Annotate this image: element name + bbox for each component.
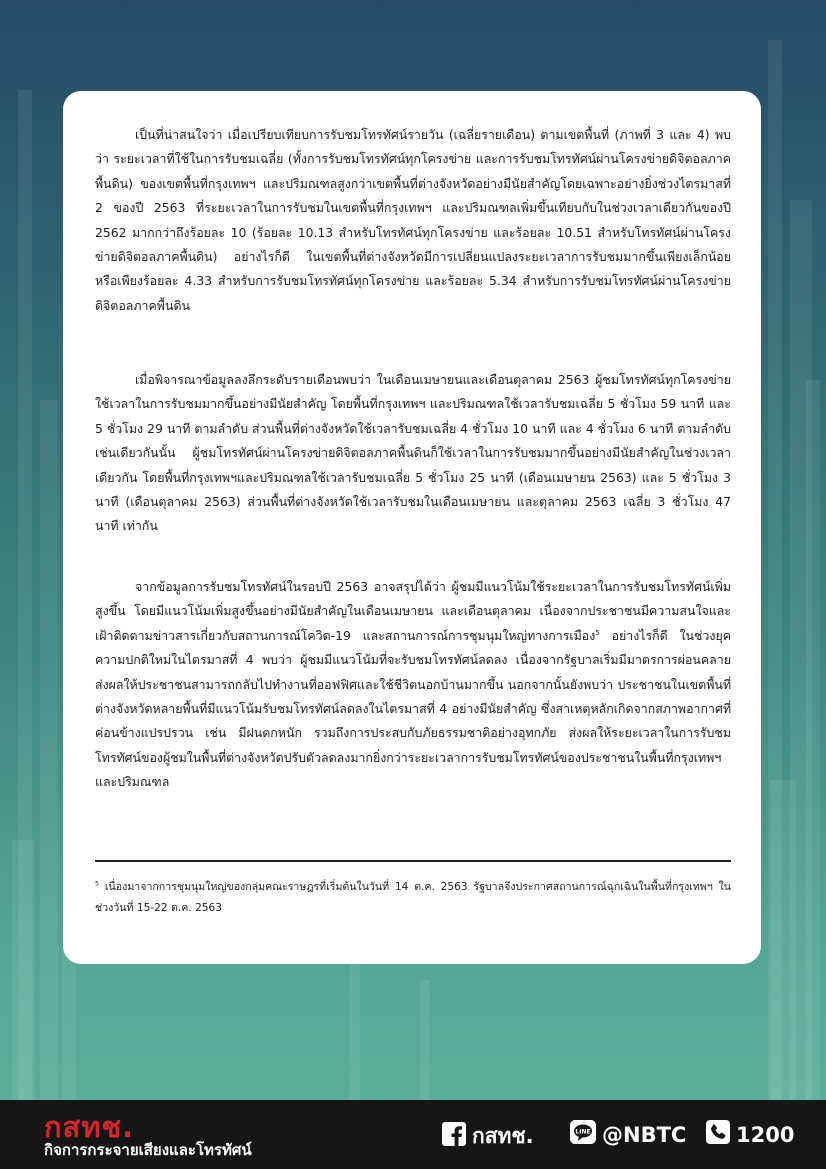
paragraph-3 [95, 575, 731, 795]
logo-tagline: กิจการกระจายเสียงและโทรทัศน์ [44, 1141, 252, 1159]
footnote-text: เนื่องมาจากการชุมนุมใหญ่ของกลุ่มคณะราษฎรที่เริ่มต้นในวันที่ 14 ต.ค. 2563 รัฐบาลจึงประกาศสถานการณ์ฉุกเฉินในพื้นที่กรุงเทพฯ ในช่วงวันที่ 15-22 ต.ค. 2563 [95, 881, 731, 914]
paragraph-3-text-a: จากข้อมูลการรับชมโทรทัศน์ในรอบปี 2563 อาจสรุปได้ว่า ผู้ชมมีแนวโน้มใช้ระยะเวลาในการรับชมโทรทัศน์เพิ่มสูงขึ้น โดยมีแนวโน้มเพิ่มสูงขึ้นอย่างมีนัยสำคัญในเดือนเมษายน และเดือนตุลาคม เนื่องจากประชาชนมีความสนใจและเฝ้าติดตามข่าวสารเกี่ยวกับสถานการณ์โควิด-19 และสถานการณ์การชุมนุมใหญ่ทางการเมือง [95, 579, 731, 643]
nbtc-logo: กสทช. [44, 1110, 135, 1144]
line-icon [570, 1120, 596, 1149]
phone-label: 1200 [736, 1122, 795, 1147]
footer-bar [0, 1100, 826, 1169]
phone-icon [706, 1120, 730, 1149]
content-card [63, 91, 761, 964]
line-label: @NBTC [602, 1122, 687, 1147]
phone-contact[interactable] [706, 1120, 794, 1149]
footnote-divider [95, 860, 731, 862]
paragraph-2: เมื่อพิจารณาข้อมูลลงลึกระดับรายเดือนพบว่า ในเดือนเมษายนและเดือนตุลาคม 2563 ผู้ชมโทรทัศน์ทุกโครงข่ายใช้เวลาในการรับชมมากขึ้นอย่างมีนัยสำคัญ โดยพื้นที่กรุงเทพฯ และปริมณฑลใช้เวลารับชมเฉลี่ย 5 ชั่วโมง 59 นาที และ 5 ชั่วโมง 29 นาที ตามลำดับ ส่วนพื้นที่ต่างจังหวัดใช้เวลารับชมเฉลี่ย 4 ชั่วโมง 10 นาที และ 4 ชั่วโมง 6 นาที ตามลำดับ เช่นเดียวกันนั้น ผู้ชมโทรทัศน์ผ่านโครงข่ายดิจิตอลภาคพื้นดินก็ใช้เวลาในการรับชมมากขึ้นอย่างมีนัยสำคัญในช่วงเวลาเดียวกัน โดยพื้นที่กรุงเทพฯและปริมณฑลใช้เวลารับชมเฉลี่ย 5 ชั่วโมง 25 นาที (เดือนเมษายน 2563) และ 5 ชั่วโมง 3 นาที (เดือนตุลาคม 2563) ส่วนพื้นที่ต่างจังหวัดใช้เวลารับชมในเดือนเมษายน และตุลาคม 2563 เฉลี่ย 3 ชั่วโมง 47 นาที เท่ากัน [95, 372, 731, 534]
footnote-reference: 5 [595, 628, 600, 637]
svg-text:LINE: LINE [575, 1128, 591, 1136]
line-contact[interactable] [570, 1120, 686, 1149]
footnote-mark: 5 [95, 879, 100, 888]
paragraph-1: เป็นที่น่าสนใจว่า เมื่อเปรียบเทียบการรับชมโทรทัศน์รายวัน (เฉลี่ยรายเดือน) ตามเขตพื้นที่ (ภาพที่ 3 และ 4) พบว่า ระยะเวลาที่ใช้ในการรับชมเฉลี่ย (ทั้งการรับชมโทรทัศน์ทุกโครงข่าย และการรับชมโทรทัศน์ผ่านโครงข่ายดิจิตอลภาคพื้นดิน) ของเขตพื้นที่กรุงเทพฯ และปริมณฑลสูงกว่าเขตพื้นที่ต่างจังหวัดอย่างมีนัยสำคัญโดยเฉพาะอย่างยิ่งช่วงไตรมาสที่ 2 ของปี 2563 ที่ระยะเวลาในการรับชมในเขตพื้นที่กรุงเทพฯ และปริมณฑลเพิ่มขึ้นเทียบกับในช่วงเวลาเดียวกันของปี 2562 มากกว่าถึงร้อยละ 10 (ร้อยละ 10.13 สำหรับโทรทัศน์ทุกโครงข่าย และร้อยละ 10.51 สำหรับโทรทัศน์ผ่านโครงข่ายดิจิตอลภาคพื้นดิน) อย่างไรก็ดี ในเขตพื้นที่ต่างจังหวัดมีการเปลี่ยนแปลงระยะเวลาการรับชมมากขึ้นเพียงเล็กน้อย หรือเพียงร้อยละ 4.33 สำหรับการรับชมโทรทัศน์ทุกโครงข่าย และร้อยละ 5.34 สำหรับการรับชมโทรทัศน์ผ่านโครงข่ายดิจิตอลภาคพื้นดิน [95, 127, 731, 313]
footnote [95, 877, 731, 919]
facebook-contact[interactable] [442, 1120, 534, 1153]
facebook-label: กสทช. [472, 1124, 534, 1148]
paragraph-3-text-b: อย่างไรก็ดี ในช่วงยุคความปกติใหม่ในไตรมาสที่ 4 พบว่า ผู้ชมมีแนวโน้มที่จะรับชมโทรทัศน์ลดลง เนื่องจากรัฐบาลเริ่มมีมาตรการผ่อนคลาย ส่งผลให้ประชาชนสามารถกลับไปทำงานที่ออฟฟิศและใช้ชีวิตนอกบ้านมากขึ้น นอกจากนั้นยังพบว่า ประชาชนในเขตพื้นที่ต่างจังหวัดหลายพื้นที่มีแนวโน้มรับชมโทรทัศน์ลดลงในไตรมาสที่ 4 อย่างมีนัยสำคัญ ซึ่งสาเหตุหลักเกิดจากสภาพอากาศที่ค่อนข้างแปรปรวน เช่น มีฝนตกหนัก รวมถึงการประสบกับภัยธรรมชาติอย่างอุทกภัย ส่งผลให้ระยะเวลาในการรับชมโทรทัศน์ของผู้ชมในพื้นที่ต่างจังหวัดปรับตัวลดลงมากยิ่งกว่าระยะเวลาการรับชมโทรทัศน์ของประชาชนในพื้นที่กรุงเทพฯ และปริมณฑล [95, 627, 731, 790]
facebook-icon [442, 1122, 466, 1151]
